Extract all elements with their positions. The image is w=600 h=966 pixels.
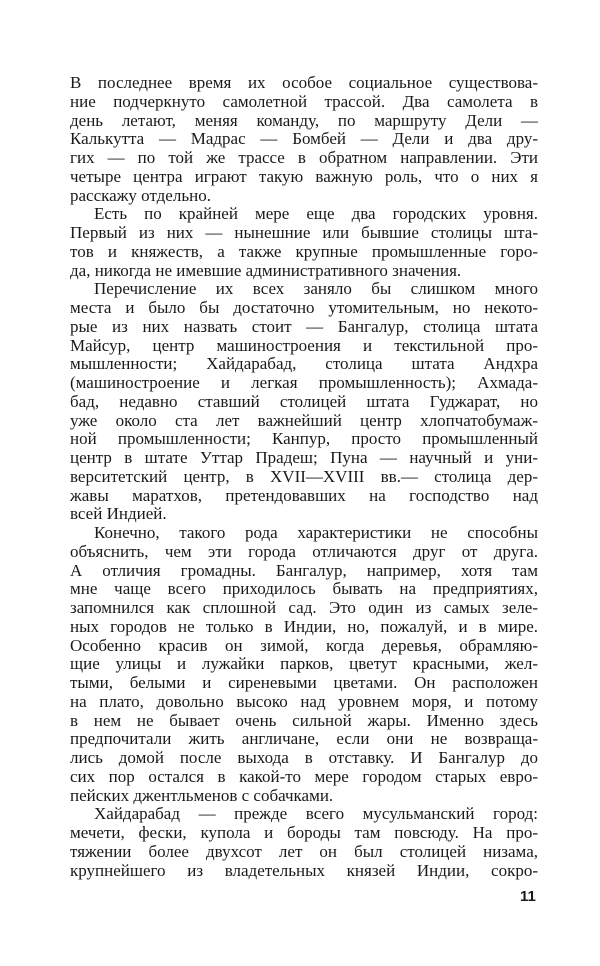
text-line: мышленности; Хайдарабад, столица штата Андхра bbox=[70, 354, 538, 374]
text-line: центр в штате Уттар Прадеш; Пуна — научный и уни- bbox=[70, 448, 538, 467]
text-line: А отличия громадны. Бангалур, например, хотя там bbox=[70, 560, 538, 580]
paragraph bbox=[70, 280, 538, 524]
page-number: 11 bbox=[520, 888, 536, 905]
text-line: гих — по той же трассе в обратном направлении. Эти bbox=[70, 148, 538, 167]
text-line: Первый из них — нынешние или бывшие столицы шта- bbox=[70, 223, 538, 242]
text-line: предпочитали жить англичане, если они не возвраща- bbox=[70, 729, 538, 749]
text-line: Конечно, такого рода характеристики не способны bbox=[94, 523, 538, 542]
text-line: запомнился как сплошной сад. Это один из самых зеле- bbox=[70, 598, 538, 617]
text-line: Майсур, центр машиностроения и текстильной про- bbox=[70, 335, 538, 355]
text-line: день летают, меняя команду, по маршруту Дели — bbox=[70, 110, 538, 130]
text-line: тыми, белыми и сиреневыми цветами. Он расположен bbox=[70, 673, 538, 692]
text-line: тов и княжеств, а также крупные промышленные горо- bbox=[70, 241, 538, 261]
text-line: пейских джентльменов с собачками. bbox=[70, 785, 334, 805]
text-line: расскажу отдельно. bbox=[70, 185, 211, 205]
paragraph bbox=[70, 205, 538, 280]
text-line: крупнейшего из владетельных князей Индии, сокро- bbox=[70, 860, 538, 880]
paragraph bbox=[70, 74, 538, 205]
text-line: да, никогда не имевшие административного значения. bbox=[70, 260, 462, 280]
paragraph bbox=[70, 805, 538, 880]
text-line: рые из них назвать стоит — Бангалур, столица штата bbox=[70, 316, 538, 336]
text-line: В последнее время их особое социальное существова- bbox=[70, 73, 538, 92]
text-line: верситетский центр, в XVII—XVIII вв.— столица дер- bbox=[70, 466, 538, 486]
text-line: ние подчеркнуто самолетной трассой. Два самолета в bbox=[70, 91, 538, 111]
text-line: четыре центра играют такую важную роль, что о них я bbox=[70, 166, 538, 186]
text-line: лись домой после выхода в отставку. И Бангалур до bbox=[70, 748, 538, 767]
text-line: Перечисление их всех заняло бы слишком много bbox=[94, 279, 538, 299]
page-body-text bbox=[70, 74, 538, 880]
text-line: всей Индией. bbox=[70, 504, 167, 524]
text-line: Есть по крайней мере еще два городских уровня. bbox=[94, 204, 538, 224]
text-line: объяснить, чем эти города отличаются друг от друга. bbox=[70, 541, 538, 561]
text-line: уже около ста лет важнейший центр хлопчатобумаж- bbox=[70, 410, 538, 430]
text-line: (машиностроение и легкая промышленность); Ахмада- bbox=[70, 373, 538, 392]
text-line: на плато, довольно высоко над уровнем моря, и потому bbox=[70, 691, 538, 711]
text-line: в нем не бывает очень сильной жары. Именно здесь bbox=[70, 710, 538, 730]
text-line: ных городов не только в Индии, но, пожалуй, и в мире. bbox=[70, 616, 538, 636]
text-line: тяжении более двухсот лет он был столицей низама, bbox=[70, 841, 538, 861]
text-line: Хайдарабад — прежде всего мусульманский город: bbox=[94, 804, 538, 824]
text-line: бад, недавно ставший столицей штата Гуджарат, но bbox=[70, 391, 538, 411]
paragraph bbox=[70, 524, 538, 805]
text-line: ной промышленности; Канпур, просто промышленный bbox=[70, 429, 538, 449]
text-line: Особенно красив он зимой, когда деревья, обрамляю- bbox=[70, 635, 538, 655]
text-line: мечети, фески, купола и бороды там повсюду. На про- bbox=[70, 823, 538, 842]
text-line: жавы маратхов, претендовавших на господство над bbox=[70, 485, 538, 505]
text-line: Калькутта — Мадрас — Бомбей — Дели и два дру- bbox=[70, 129, 538, 149]
text-line: сих пор остался в какой-то мере городом старых евро- bbox=[70, 766, 538, 786]
text-line: места и было бы достаточно утомительным, но некото- bbox=[70, 298, 538, 317]
text-line: щие улицы и лужайки парков, цветут красными, жел- bbox=[70, 654, 538, 674]
text-line: мне чаще всего приходилось бывать на предприятиях, bbox=[70, 579, 538, 599]
